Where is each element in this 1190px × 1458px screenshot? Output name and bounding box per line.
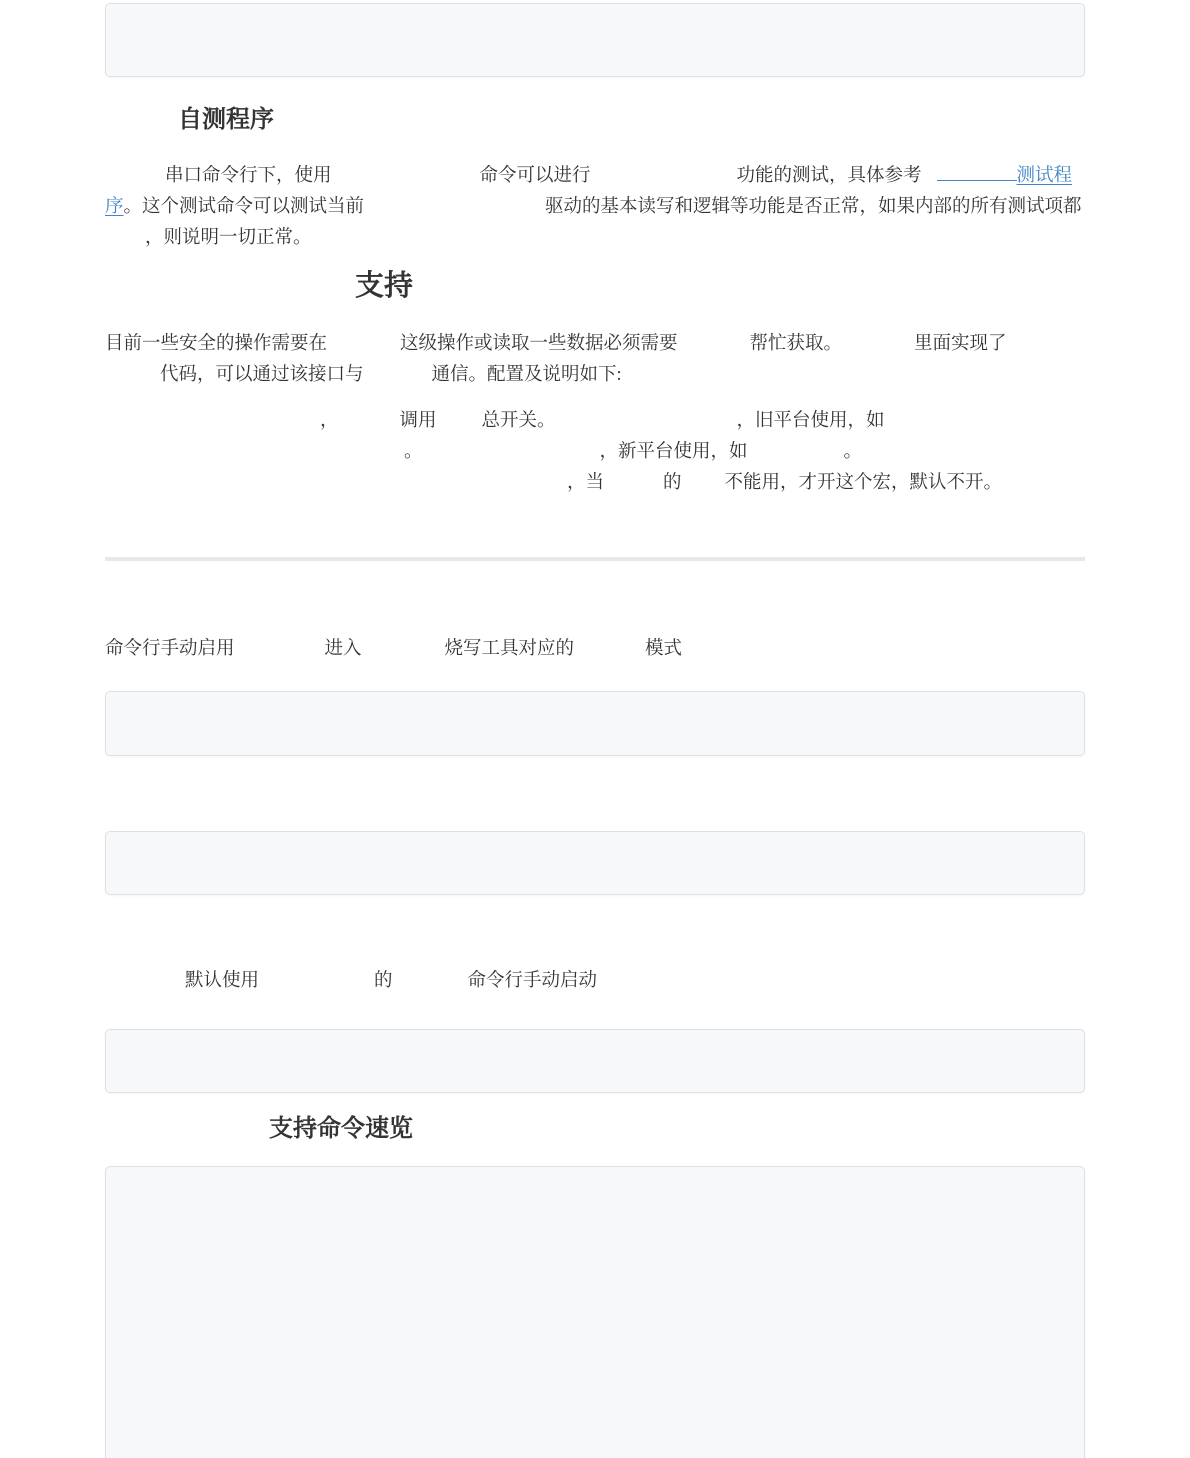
text-run: ，旧平台使用，如 — [736, 411, 885, 431]
text-run: 这级操作或读取一些数据必须需要 — [400, 334, 678, 354]
text-run: ，当 — [567, 473, 605, 493]
text-gap — [105, 378, 160, 380]
text-run: ，新平台使用，如 — [599, 442, 748, 462]
paragraph-selftest — [105, 161, 1085, 254]
text-line — [105, 161, 1085, 192]
text-line — [105, 468, 1085, 499]
text-run: ，则说明一切正常。 — [145, 228, 312, 248]
link-underline-gap[interactable] — [937, 178, 1017, 181]
heading-commands-overview: 支持命令速览 — [269, 1116, 413, 1142]
text-gap — [423, 455, 600, 457]
text-run: 通信。配置及说明如下: — [431, 365, 622, 385]
text-line — [105, 634, 1085, 665]
text-gap — [678, 347, 750, 349]
text-run: 里面实现了 — [914, 334, 1007, 354]
text-gap — [591, 179, 737, 181]
text-run: 默认使用 — [185, 971, 260, 991]
code-block-enable-1 — [105, 691, 1085, 756]
text-run: ， — [320, 411, 339, 431]
text-line — [105, 223, 1085, 254]
text-run: 。 — [404, 442, 423, 462]
heading-support: 支持 — [355, 270, 414, 302]
text-gap — [437, 424, 482, 426]
text-gap — [574, 652, 645, 654]
text-gap — [105, 984, 185, 986]
paragraph-support-intro — [105, 329, 1085, 391]
text-line — [105, 966, 1085, 997]
text-gap — [604, 486, 663, 488]
text-gap — [842, 347, 914, 349]
text-run: 命令可以进行 — [479, 166, 591, 186]
text-run: 串口命令行下，使用 — [165, 166, 332, 186]
text-run: 帮忙获取。 — [749, 334, 843, 354]
document-page — [105, 3, 1085, 1458]
text-gap — [364, 210, 545, 212]
code-block-default — [105, 1029, 1085, 1093]
code-block-enable-2 — [105, 831, 1085, 895]
text-gap — [327, 347, 400, 349]
text-line — [105, 406, 1085, 437]
code-block-commands-overview — [105, 1166, 1085, 1458]
text-run: 模式 — [645, 639, 683, 659]
text-gap — [748, 455, 844, 457]
text-gap — [393, 984, 468, 986]
heading-selftest: 自测程序 — [178, 107, 274, 133]
text-gap — [105, 486, 567, 488]
text-line — [105, 192, 1085, 223]
text-gap — [105, 424, 320, 426]
text-gap — [259, 984, 374, 986]
paragraph-manual-enable — [105, 634, 1085, 665]
text-gap — [332, 179, 480, 181]
text-gap — [105, 179, 165, 181]
text-gap — [362, 652, 445, 654]
text-gap — [235, 652, 325, 654]
inline-link[interactable]: 序 — [105, 197, 124, 217]
text-run: 总开关。 — [481, 411, 556, 431]
text-gap — [339, 424, 400, 426]
text-run: 不能用，才开这个宏，默认不开。 — [724, 473, 1003, 493]
text-line — [105, 360, 1085, 391]
text-run: 命令行手动启动 — [467, 971, 598, 991]
text-run: 驱动的基本读写和逻辑等功能是否正常，如果内部的所有测试项都 — [545, 197, 1082, 217]
list-support-config — [105, 406, 1085, 499]
inline-link[interactable]: 测试程 — [1016, 166, 1073, 186]
text-gap — [105, 241, 145, 243]
text-run: 的 — [663, 473, 682, 493]
text-run: 命令行手动启用 — [105, 639, 235, 659]
text-gap — [922, 179, 937, 181]
text-line — [105, 329, 1085, 360]
text-run: 。这个测试命令可以测试当前 — [123, 197, 365, 217]
text-gap — [682, 486, 725, 488]
text-run: 的 — [374, 971, 393, 991]
text-run: 代码，可以通过该接口与 — [160, 365, 364, 385]
text-run: 。 — [843, 442, 863, 462]
text-gap — [556, 424, 737, 426]
text-run: 目前一些安全的操作需要在 — [105, 334, 328, 354]
text-run: 进入 — [324, 639, 362, 659]
text-gap — [364, 378, 432, 380]
text-gap — [105, 455, 404, 457]
code-block-top — [105, 3, 1085, 77]
text-run: 烧写工具对应的 — [444, 639, 575, 659]
paragraph-default-usage — [105, 966, 1085, 997]
text-run: 调用 — [399, 411, 437, 431]
text-run: 功能的测试，具体参考 — [736, 166, 922, 186]
text-line — [105, 437, 1085, 468]
section-divider — [105, 557, 1085, 561]
